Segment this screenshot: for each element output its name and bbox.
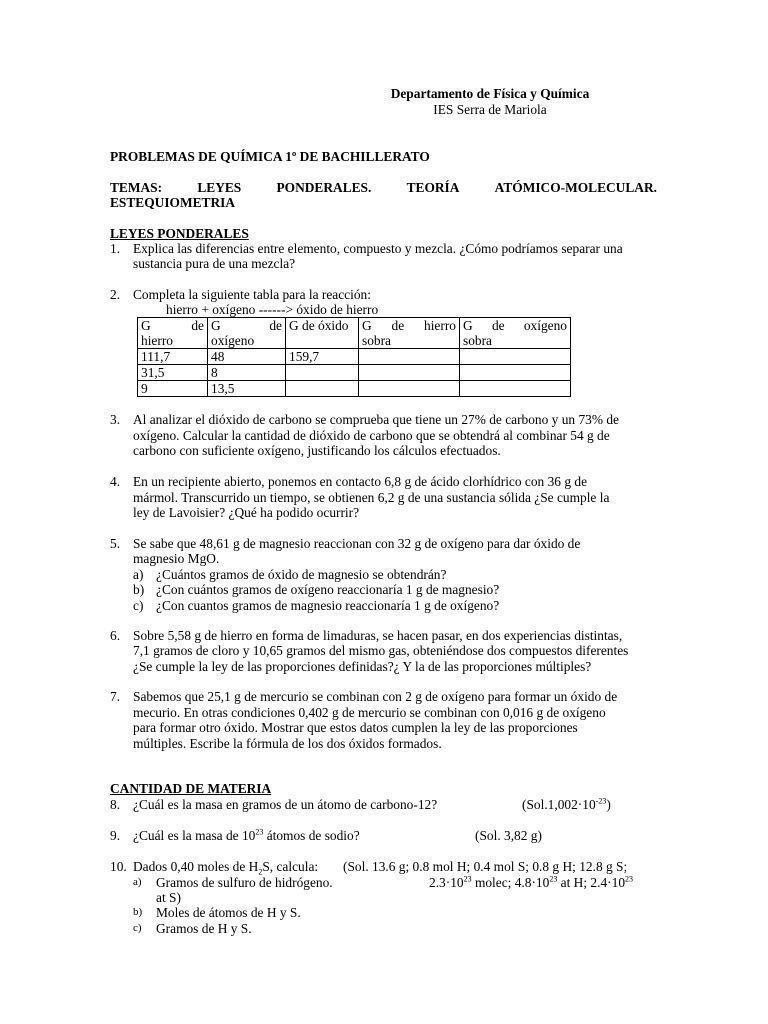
school-name: IES Serra de Mariola — [433, 102, 547, 117]
problem-5-subitem: ¿Cuántos gramos de óxido de magnesio se obtendrán? — [156, 567, 447, 582]
topics-word: TEMAS: — [110, 180, 163, 195]
table-header-cell: G de oxígeno sobra — [460, 318, 571, 349]
problem-7-line: Sabemos que 25,1 g de mercurio se combinan con 2 g de oxígeno para formar un óxido de — [133, 689, 618, 704]
table-row — [138, 381, 571, 397]
problem-number: 1. — [110, 241, 121, 256]
table-header-cell: G de oxígeno — [208, 318, 286, 349]
table-cell: 48 — [208, 349, 286, 365]
topics-word: LEYES — [197, 180, 242, 195]
table-row — [138, 349, 571, 365]
mass-table — [137, 317, 571, 397]
subitem-label: b) — [133, 906, 143, 918]
problem-10-solution: (Sol. 13.6 g; 0.8 mol H; 0.4 mol S; 0.8 g H; 12.8 g S; — [343, 859, 628, 874]
table-cell — [359, 381, 460, 397]
problem-10-subitem: Gramos de H y S. — [156, 921, 252, 936]
problem-number: 3. — [110, 412, 121, 427]
table-header-cell: G de hierro sobra — [359, 318, 460, 349]
table-cell: 31,5 — [138, 365, 208, 381]
problem-10-solution-cont: at S) — [156, 890, 181, 905]
problem-number: 7. — [110, 689, 121, 704]
table-cell — [460, 365, 571, 381]
problem-10-question: Dados 0,40 moles de $H_2S$, calcula: — [133, 859, 319, 877]
problem-7-line: múltiples. Escribe la fórmula de los dos óxidos formados. — [133, 736, 442, 751]
problem-9-solution: (Sol. 3,82 g) — [475, 828, 542, 843]
table-cell — [359, 365, 460, 381]
table-cell — [286, 381, 359, 397]
problem-number: 5. — [110, 536, 121, 551]
problem-number: 9. — [110, 828, 121, 843]
section-heading-ponderal-laws: LEYES PONDERALES — [110, 226, 249, 241]
table-cell — [460, 381, 571, 397]
problem-10-solution-cont: $2.3\cdot 10^{23}$ molec; $4.8\cdot 10^{23}$ at H; $2.4\cdot 10^{23}$ — [429, 874, 634, 890]
document-title: PROBLEMAS DE QUÍMICA 1º DE BACHILLERATO — [110, 149, 430, 164]
problem-4-line: mármol. Transcurrido un tiempo, se obtienen 6,2 g de una sustancia sólida ¿Se cumple la — [133, 490, 610, 505]
table-cell: 13,5 — [208, 381, 286, 397]
table-cell: 8 — [208, 365, 286, 381]
section-heading-amount-of-matter: CANTIDAD DE MATERIA — [110, 781, 272, 796]
table-cell: 159,7 — [286, 349, 359, 365]
department-name: Departamento de Física y Química — [390, 86, 590, 101]
table-row — [138, 365, 571, 381]
problem-3-line: carbono con suficiente oxígeno, justificando los cálculos efectuados. — [133, 443, 501, 458]
problem-1-line: sustancia pura de una mezcla? — [133, 256, 296, 271]
table-header-cell: G de óxido — [286, 318, 359, 349]
problem-8-question: ¿Cuál es la masa en gramos de un átomo de carbono-12? — [133, 797, 438, 812]
subitem-label: c) — [133, 598, 144, 613]
subitem-label: c) — [133, 922, 142, 934]
problem-4-line: En un recipiente abierto, ponemos en contacto 6,8 g de ácido clorhídrico con 36 g de — [133, 474, 588, 489]
topics-line — [110, 180, 657, 196]
problem-5-line: Se sabe que 48,61 g de magnesio reaccionan con 32 g de oxígeno para dar óxido de — [133, 536, 581, 551]
problem-10-subitem: Gramos de sulfuro de hidrógeno. — [156, 875, 333, 890]
problem-4-line: ley de Lavoisier? ¿Qué ha podido ocurrir? — [133, 505, 360, 520]
subitem-label: a) — [133, 567, 144, 582]
problem-5-subitem: ¿Con cuantos gramos de magnesio reaccionaría 1 g de oxígeno? — [156, 598, 500, 613]
problem-3-line: oxígeno. Calcular la cantidad de dióxido de carbono que se obtendrá al combinar 54 g de — [133, 428, 610, 443]
table-cell — [359, 349, 460, 365]
topics-word: ATÓMICO-MOLECULAR. — [494, 180, 657, 195]
problem-9-question: ¿Cuál es la masa de $10^{23}$ átomos de sodio? — [133, 827, 360, 843]
topics-word: PONDERALES. — [276, 180, 372, 195]
problem-number: 4. — [110, 474, 121, 489]
problem-number: 2. — [110, 287, 121, 302]
table-cell: 9 — [138, 381, 208, 397]
reaction-equation: hierro + oxígeno ------> óxido de hierro — [166, 302, 379, 317]
problem-8-solution: $(Sol.1,002\cdot 10^{-23})$ — [522, 796, 611, 812]
table-header-row — [138, 318, 571, 349]
problem-6-line: ¿Se cumple la ley de las proporciones definidas?¿ Y la de las proporciones múltiples? — [133, 659, 592, 674]
problem-number: 10. — [110, 859, 127, 874]
problem-5-line: magnesio MgO. — [133, 551, 220, 566]
problem-number: 6. — [110, 628, 121, 643]
table-header-cell: G de hierro — [138, 318, 208, 349]
problem-2-line: Completa la siguiente tabla para la reacción: — [133, 287, 371, 302]
problem-7-line: para formar otro óxido. Mostrar que estos datos cumplen la ley de las proporciones — [133, 720, 578, 735]
problem-1-line: Explica las diferencias entre elemento, compuesto y mezcla. ¿Cómo podríamos separar una — [133, 241, 623, 256]
problem-number: 8. — [110, 797, 121, 812]
problem-3-line: Al analizar el dióxido de carbono se comprueba que tiene un 27% de carbono y un 73% de — [133, 412, 619, 427]
topics-word: TEORÍA — [406, 180, 460, 195]
problem-10-subitem: Moles de átomos de H y S. — [156, 905, 301, 920]
table-cell — [460, 349, 571, 365]
table-cell: 111,7 — [138, 349, 208, 365]
problem-7-line: mecurio. En otras condiciones 0,402 g de mercurio se combinan con 0,016 g de oxígeno — [133, 705, 606, 720]
problem-5-subitem: ¿Con cuántos gramos de oxígeno reaccionaría 1 g de magnesio? — [156, 582, 500, 597]
subitem-label: b) — [133, 582, 145, 597]
topics-line-2: ESTEQUIOMETRIA — [110, 195, 236, 210]
problem-6-line: Sobre 5,58 g de hierro en forma de limaduras, se hacen pasar, en dos experiencias distintas, — [133, 628, 623, 643]
problem-6-line: 7,1 gramos de cloro y 10,65 gramos del mismo gas, obteniéndose dos compuestos diferentes — [133, 643, 629, 658]
table-cell — [286, 365, 359, 381]
subitem-label: a) — [133, 876, 142, 888]
